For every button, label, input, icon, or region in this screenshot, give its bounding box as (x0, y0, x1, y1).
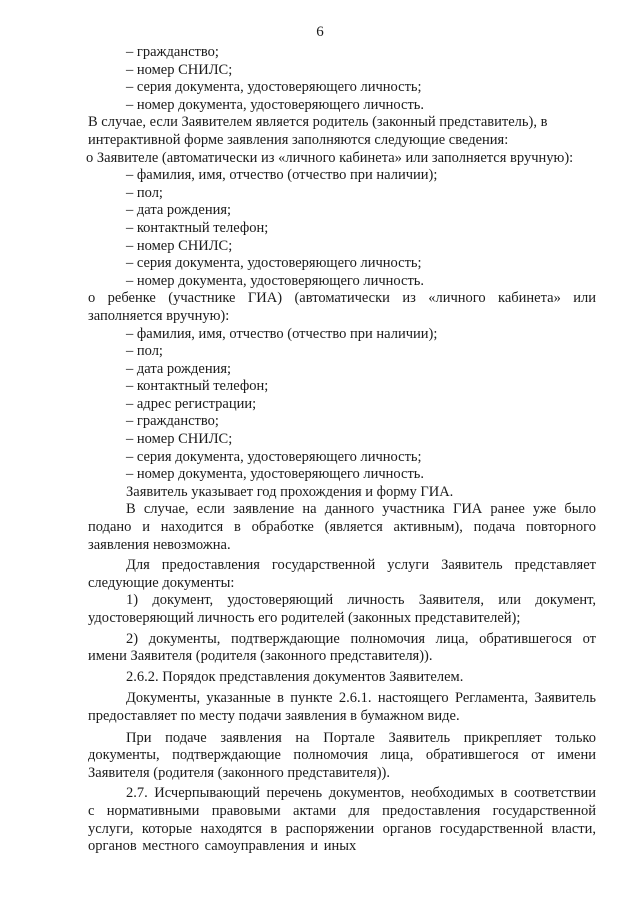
list-item: – контактный телефон; (126, 219, 269, 236)
repeat-application-paragraph: В случае, если заявление на данного участника ГИА ранее уже было подано и находится в обработке (является активным), подача повторного заявления невозможна. (88, 501, 596, 553)
document-body (88, 44, 596, 856)
list-item: – номер СНИЛС; (126, 61, 233, 78)
year-and-form: Заявитель указывает год прохождения и форму ГИА. (126, 483, 454, 500)
list-item: – фамилия, имя, отчество (отчество при наличии); (126, 325, 438, 342)
list-item: – серия документа, удостоверяющего личность; (126, 79, 422, 96)
list-item: – номер СНИЛС; (126, 431, 233, 448)
section-2-6-2-heading: 2.6.2. Порядок представления документов Заявителем. (126, 668, 464, 685)
list-item: – номер СНИЛС; (126, 237, 233, 254)
documents-intro-paragraph: Для предоставления государственной услуги Заявитель представляет следующие документы: (88, 557, 596, 591)
child-heading: о ребенке (участнике ГИА) (автоматически из «личного кабинета» или заполняется вручную): (88, 290, 596, 324)
paragraph-parent-line-2: интерактивной форме заявления заполняются следующие сведения: (88, 131, 509, 148)
list-item: – адрес регистрации; (126, 395, 257, 412)
document-item-2: 2) документы, подтверждающие полномочия лица, обратившегося от имени Заявителя (родителя (законного представителя)). (88, 630, 596, 665)
list-item: – серия документа, удостоверяющего личность; (126, 448, 422, 465)
list-item: – дата рождения; (126, 360, 232, 377)
section-2-7-paragraph: 2.7. Исчерпывающий перечень документов, необходимых в соответствии с нормативными правовыми актами для предоставления государственной услуги, которые находятся в распоряжении органов государственной власти, органов местного самоуправления и иных (88, 785, 596, 855)
list-item: – гражданство; (126, 44, 219, 60)
list-item: – серия документа, удостоверяющего личность; (126, 255, 422, 272)
list-item: – номер документа, удостоверяющего личность. (126, 272, 425, 289)
list-item: – фамилия, имя, отчество (отчество при наличии); (126, 167, 438, 184)
paragraph-parent-line-1: В случае, если Заявителем является родитель (законный представитель), в (88, 114, 548, 131)
list-item: – пол; (126, 184, 163, 201)
document-item-1: 1) документ, удостоверяющий личность Заявителя, или документ, удостоверяющий личность его родителей (законных представителей); (88, 592, 596, 626)
applicant-heading: о Заявителе (автоматически из «личного кабинета» или заполняется вручную): (86, 149, 574, 166)
page-number: 6 (316, 24, 324, 40)
portal-submission-paragraph: При подаче заявления на Портале Заявитель прикрепляет только документы, подтверждающие полномочия лица, обратившегося от имени Заявителя (родителя (законного представителя)). (88, 729, 596, 781)
list-item: – гражданство; (126, 413, 219, 430)
list-item: – дата рождения; (126, 202, 232, 219)
list-item: – контактный телефон; (126, 378, 269, 395)
paper-submission-paragraph: Документы, указанные в пункте 2.6.1. настоящего Регламента, Заявитель предоставляет по месту подачи заявления в бумажном виде. (88, 690, 596, 724)
list-item: – пол; (126, 343, 163, 360)
list-item: – номер документа, удостоверяющего личность. (126, 466, 425, 483)
list-item: – номер документа, удостоверяющего личность. (126, 96, 425, 113)
